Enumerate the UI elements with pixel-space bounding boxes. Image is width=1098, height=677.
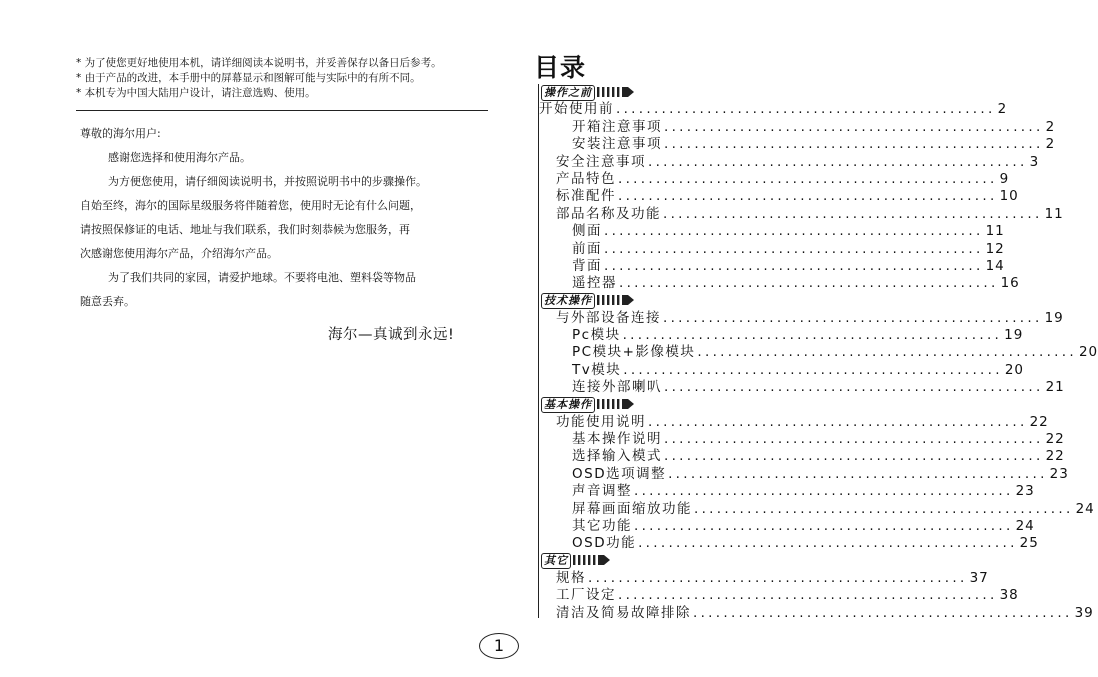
toc-entry-title: 工厂设定 (556, 587, 616, 604)
note-line: * 由于产品的改进，本手册中的屏幕显示和图解可能与实际中的有所不同。 (76, 72, 421, 84)
toc-entry (539, 500, 1095, 517)
divider-rule (76, 110, 488, 111)
toc-entry-title: 产品特色 (556, 170, 616, 187)
toc-entry (539, 483, 1035, 500)
toc-entry-page: 2 (1045, 136, 1056, 153)
toc-leader-dots: .................................................. (664, 379, 1044, 396)
toc-entry (539, 309, 1064, 326)
toc-entry (539, 257, 1005, 275)
toc-entry (539, 379, 1065, 396)
toc-entry-page: 38 (999, 587, 1019, 604)
toc-entry-title: 清洁及简易故障排除 (556, 604, 691, 621)
toc-entry (539, 587, 1019, 604)
toc-entry-page: 22 (1029, 413, 1049, 430)
toc-entry-page: 20 (1004, 361, 1024, 378)
toc-entry-title: 选择输入模式 (572, 448, 662, 465)
toc-leader-dots: .................................................. (694, 500, 1074, 517)
toc-section-label: 技术操作 (541, 293, 595, 309)
toc-leader-dots: .................................................. (664, 118, 1044, 135)
toc-entry (539, 118, 1056, 135)
toc-entry-page: 24 (1075, 500, 1095, 517)
toc-entry-title: Tv模块 (572, 361, 622, 378)
slogan: 海尔—真诚到永远! (328, 327, 455, 343)
toc-title: 目录 (534, 53, 587, 82)
toc-leader-dots: .................................................. (619, 275, 999, 292)
toc-leader-dots: .................................................. (618, 188, 998, 205)
toc-entry-title: 功能使用说明 (556, 413, 646, 430)
toc-entry-page: 25 (1019, 535, 1039, 552)
toc-leader-dots: .................................................. (604, 257, 984, 274)
toc-leader-dots: .................................................. (588, 569, 968, 586)
toc-leader-dots: .................................................. (668, 465, 1048, 482)
toc-entry-title: 安装注意事项 (572, 136, 662, 153)
letter-line: 请按照保修证的电话、地址与我们联系，我们时刻恭候为您服务，再 (80, 223, 410, 236)
toc-entry-title: 开始使用前 (539, 101, 614, 118)
toc-entry-title: 背面 (572, 257, 602, 274)
letter-line: 感谢您选择和使用海尔产品。 (108, 151, 251, 164)
toc-entry-title: 安全注意事项 (556, 153, 646, 170)
section-arrow-icon (597, 294, 635, 306)
toc-entry-title: OSD功能 (572, 535, 637, 552)
toc-entry-title: PC模块+影像模块 (572, 344, 696, 361)
letter-greeting: 尊敬的海尔用户: (80, 127, 161, 140)
toc-leader-dots: .................................................. (618, 587, 998, 604)
toc-section-header (541, 552, 895, 569)
toc-entry-page: 22 (1045, 431, 1065, 448)
toc-entry (539, 448, 1065, 465)
toc-leader-dots: .................................................. (616, 101, 996, 118)
toc-entry-page: 14 (985, 257, 1005, 274)
letter-line: 次感谢您使用海尔产品，介绍海尔产品。 (80, 247, 278, 260)
toc-entry (539, 535, 1039, 552)
toc-leader-dots: .................................................. (618, 170, 998, 187)
toc-entry-title: 基本操作说明 (572, 431, 662, 448)
toc-entry (539, 101, 1008, 118)
toc-entry (539, 188, 1019, 205)
toc-entry (539, 136, 1056, 153)
letter-line: 自始至终，海尔的国际星级服务将伴随着您，使用时无论有什么问题， (80, 199, 421, 212)
toc-section-header (541, 84, 895, 101)
toc-entry (539, 413, 1049, 430)
toc-section-header (541, 292, 895, 309)
toc-entry (539, 205, 1064, 222)
toc-entry (539, 517, 1035, 535)
toc-section-label: 其它 (541, 553, 571, 569)
notes-block (76, 56, 488, 101)
toc-entry-page: 16 (1000, 275, 1020, 292)
toc-entry-page: 23 (1015, 483, 1035, 500)
toc-entry-title: 标准配件 (556, 188, 616, 205)
toc-entry-page: 39 (1074, 604, 1094, 621)
toc-entry-title: 侧面 (572, 223, 602, 240)
toc-entry-page: 10 (999, 188, 1019, 205)
toc-leader-dots: .................................................. (648, 153, 1028, 170)
letter-block (80, 122, 490, 314)
toc-entry-page: 11 (985, 223, 1005, 240)
toc-entry-title: 与外部设备连接 (556, 309, 661, 326)
toc-entry-page: 21 (1045, 379, 1065, 396)
letter-line: 随意丢弃。 (80, 295, 135, 308)
toc-entry (539, 170, 1010, 188)
toc-leader-dots: .................................................. (693, 604, 1073, 621)
toc-entry-page: 22 (1045, 448, 1065, 465)
toc-leader-dots: .................................................. (604, 223, 984, 240)
toc-entry-page: 11 (1044, 205, 1064, 222)
toc-entry-page: 37 (969, 569, 989, 586)
toc-entry-page: 12 (985, 240, 1005, 257)
toc-leader-dots: .................................................. (634, 517, 1014, 534)
table-of-contents (539, 84, 1098, 622)
toc-entry-page: 19 (1004, 327, 1024, 344)
toc-leader-dots: .................................................. (638, 535, 1018, 552)
toc-leader-dots: .................................................. (663, 205, 1043, 222)
toc-leader-dots: .................................................. (697, 344, 1077, 361)
toc-entry (539, 569, 989, 586)
toc-leader-dots: .................................................. (634, 483, 1014, 500)
toc-leader-dots: .................................................. (622, 327, 1003, 344)
toc-entry-title: 前面 (572, 240, 602, 257)
toc-entry-page: 9 (999, 170, 1010, 187)
toc-entry (539, 240, 1005, 257)
toc-entry-page: 2 (1045, 118, 1056, 135)
toc-entry-title: 开箱注意事项 (572, 118, 662, 135)
toc-entry (539, 431, 1065, 448)
toc-entry-title: 规格 (556, 569, 586, 586)
toc-entry-page: 20 (1078, 344, 1098, 361)
toc-entry-title: 其它功能 (572, 517, 632, 534)
toc-entry (539, 223, 1005, 240)
toc-entry-title: 连接外部喇叭 (572, 379, 662, 396)
toc-entry-page: 2 (997, 101, 1008, 118)
toc-entry-title: Pc模块 (572, 327, 621, 344)
toc-entry-title: 遥控器 (572, 275, 617, 292)
toc-leader-dots: .................................................. (664, 448, 1044, 465)
section-arrow-icon (597, 86, 635, 98)
section-arrow-icon (597, 398, 635, 410)
toc-section-label: 基本操作 (541, 397, 595, 413)
toc-entry (539, 604, 1094, 621)
toc-entry (539, 361, 1024, 378)
toc-entry-title: 部品名称及功能 (556, 205, 661, 222)
toc-entry (539, 465, 1069, 482)
toc-section-header (541, 396, 895, 413)
toc-leader-dots: .................................................. (623, 361, 1003, 378)
letter-line: 为了我们共同的家园，请爱护地球。不要将电池、塑料袋等物品 (108, 271, 416, 284)
toc-entry (539, 153, 1040, 170)
toc-leader-dots: .................................................. (648, 413, 1028, 430)
toc-entry (539, 344, 1098, 361)
note-line: * 为了使您更好地使用本机，请详细阅读本说明书，并妥善保存以备日后参考。 (76, 57, 442, 69)
toc-entry-page: 23 (1049, 465, 1069, 482)
toc-entry-title: 屏幕画面缩放功能 (572, 500, 692, 517)
toc-entry-page: 19 (1044, 309, 1064, 326)
toc-leader-dots: .................................................. (604, 240, 984, 257)
toc-section-label: 操作之前 (541, 85, 595, 101)
toc-entry (539, 327, 1024, 344)
letter-line: 为方便您使用，请仔细阅读说明书，并按照说明书中的步骤操作。 (108, 175, 427, 188)
section-arrow-icon (573, 554, 611, 566)
toc-leader-dots: .................................................. (664, 136, 1044, 153)
page-number: 1 (479, 633, 519, 659)
toc-entry-page: 3 (1029, 153, 1040, 170)
note-line: * 本机专为中国大陆用户设计，请注意选购、使用。 (76, 87, 316, 99)
toc-leader-dots: .................................................. (663, 309, 1043, 326)
toc-entry (539, 275, 1020, 292)
toc-entry-title: 声音调整 (572, 483, 632, 500)
toc-entry-title: OSD选项调整 (572, 465, 667, 482)
toc-leader-dots: .................................................. (664, 431, 1044, 448)
toc-entry-page: 24 (1015, 517, 1035, 534)
